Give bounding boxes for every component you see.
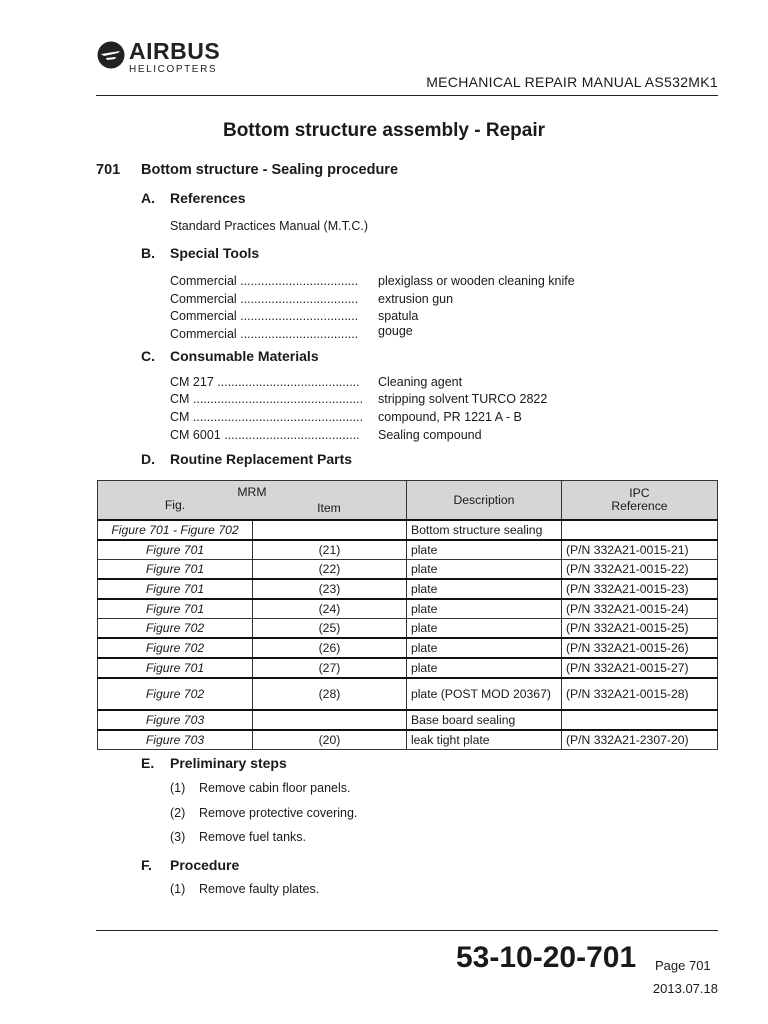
description-cell: leak tight plate <box>406 730 561 750</box>
fig-cell: Figure 703 <box>98 710 253 730</box>
description-cell: plate <box>406 560 561 580</box>
references-text: Standard Practices Manual (M.T.C.) <box>170 219 368 233</box>
tool-label: Commercial .................................. <box>170 327 359 341</box>
helicopter-logo-icon <box>96 40 126 70</box>
item-cell <box>253 710 407 730</box>
description-cell: Base board sealing <box>406 710 561 730</box>
reference-cell: (P/N 332A21-0015-24) <box>561 599 717 619</box>
description-cell: plate <box>406 599 561 619</box>
reference-cell: (P/N 332A21-0015-28) <box>561 678 717 710</box>
consumable-value: compound, PR 1221 A - B <box>378 410 522 424</box>
item-cell: (22) <box>253 560 407 580</box>
reference-cell: (P/N 332A21-0015-23) <box>561 579 717 599</box>
tool-value: plexiglass or wooden cleaning knife <box>378 274 575 288</box>
consumable-value: Sealing compound <box>378 428 482 442</box>
tool-value: spatula <box>378 309 419 323</box>
table-row <box>98 658 718 678</box>
table-row <box>98 730 718 750</box>
tool-label: Commercial .................................. <box>170 309 359 323</box>
description-header: Description <box>406 481 561 521</box>
description-cell: plate <box>406 579 561 599</box>
airbus-logo <box>96 38 246 78</box>
page-title: Bottom structure assembly - Repair <box>222 120 546 141</box>
preliminary-title: Preliminary steps <box>170 755 287 771</box>
consumable-value: Cleaning agent <box>378 375 463 389</box>
table-row <box>98 710 718 730</box>
special-tools-letter: B. <box>141 245 155 261</box>
fig-cell: Figure 701 <box>98 579 253 599</box>
table-row <box>98 599 718 619</box>
step-number: (1) <box>170 882 186 896</box>
fig-cell: Figure 701 <box>98 599 253 619</box>
description-cell: plate <box>406 638 561 658</box>
consumables-letter: C. <box>141 348 155 364</box>
preliminary-letter: E. <box>141 755 155 771</box>
reference-cell: (P/N 332A21-0015-27) <box>561 658 717 678</box>
table-row <box>98 638 718 658</box>
step-text: Remove protective covering. <box>199 806 358 820</box>
item-cell <box>253 520 407 540</box>
mrm-header <box>98 481 407 521</box>
table-row <box>98 619 718 639</box>
tool-value: extrusion gun <box>378 292 454 306</box>
item-cell: (28) <box>253 678 407 710</box>
fig-cell: Figure 702 <box>98 638 253 658</box>
table-header-row <box>98 481 718 521</box>
description-cell: Bottom structure sealing <box>406 520 561 540</box>
reference-cell: (P/N 332A21-0015-26) <box>561 638 717 658</box>
item-header: Item <box>317 500 341 515</box>
revision-date: 2013.07.18 <box>652 981 718 996</box>
parts-letter: D. <box>141 451 155 467</box>
parts-title: Routine Replacement Parts <box>170 451 353 467</box>
table-row <box>98 560 718 580</box>
reference-cell <box>561 520 717 540</box>
step-text: Remove cabin floor panels. <box>199 781 351 795</box>
fig-cell: Figure 701 <box>98 560 253 580</box>
step-number: (3) <box>170 830 186 844</box>
tool-label: Commercial .................................. <box>170 292 359 306</box>
tool-value: gouge <box>378 324 413 338</box>
step-text: Remove fuel tanks. <box>199 830 306 844</box>
consumable-label: CM ................................................. <box>170 410 364 424</box>
consumable-label: CM 217 ......................................... <box>170 375 360 389</box>
table-row <box>98 579 718 599</box>
replacement-parts-table <box>97 480 718 750</box>
manual-title: MECHANICAL REPAIR MANUAL AS532MK1 <box>426 74 718 90</box>
brand-name: AIRBUS <box>129 38 221 64</box>
table-row <box>98 540 718 560</box>
fig-cell: Figure 701 <box>98 658 253 678</box>
description-cell: plate <box>406 619 561 639</box>
fig-header: Fig. <box>164 497 186 512</box>
reference-cell: (P/N 332A21-2307-20) <box>561 730 717 750</box>
procedure-letter: F. <box>141 857 152 873</box>
fig-cell: Figure 701 - Figure 702 <box>98 520 253 540</box>
table-row <box>98 520 718 540</box>
description-cell: plate <box>406 658 561 678</box>
reference-cell <box>561 710 717 730</box>
section-number: 701 <box>96 162 121 178</box>
consumables-title: Consumable Materials <box>170 348 319 364</box>
item-cell: (24) <box>253 599 407 619</box>
ipc-label: IPC <box>629 486 650 501</box>
fig-cell: Figure 703 <box>98 730 253 750</box>
procedure-title: Procedure <box>170 857 240 873</box>
consumable-value: stripping solvent TURCO 2822 <box>378 392 548 406</box>
references-letter: A. <box>141 190 155 206</box>
item-cell: (25) <box>253 619 407 639</box>
references-title: References <box>170 190 246 206</box>
special-tools-title: Special Tools <box>170 245 260 261</box>
fig-cell: Figure 702 <box>98 678 253 710</box>
reference-cell: (P/N 332A21-0015-25) <box>561 619 717 639</box>
item-cell: (20) <box>253 730 407 750</box>
item-cell: (21) <box>253 540 407 560</box>
reference-cell: (P/N 332A21-0015-22) <box>561 560 717 580</box>
consumable-label: CM 6001 ....................................... <box>170 428 360 442</box>
reference-cell: (P/N 332A21-0015-21) <box>561 540 717 560</box>
mrm-label: MRM <box>237 484 267 499</box>
item-cell: (26) <box>253 638 407 658</box>
tool-label: Commercial .................................. <box>170 274 359 288</box>
section-title: Bottom structure - Sealing procedure <box>141 162 399 178</box>
consumable-label: CM ................................................. <box>170 392 364 406</box>
brand-subtitle: HELICOPTERS <box>129 64 218 75</box>
step-number: (2) <box>170 806 186 820</box>
description-cell: plate <box>406 540 561 560</box>
fig-cell: Figure 702 <box>98 619 253 639</box>
fig-cell: Figure 701 <box>98 540 253 560</box>
table-row <box>98 678 718 710</box>
item-cell: (23) <box>253 579 407 599</box>
document-code: 53-10-20-701 <box>456 941 637 974</box>
description-cell: plate (POST MOD 20367) <box>406 678 561 710</box>
step-text: Remove faulty plates. <box>199 882 320 896</box>
page-number: Page 701 <box>655 958 711 973</box>
header-divider <box>96 95 718 96</box>
step-number: (1) <box>170 781 186 795</box>
footer-divider <box>96 930 718 931</box>
item-cell: (27) <box>253 658 407 678</box>
ipc-header <box>561 481 717 521</box>
reference-label: Reference <box>611 499 668 513</box>
